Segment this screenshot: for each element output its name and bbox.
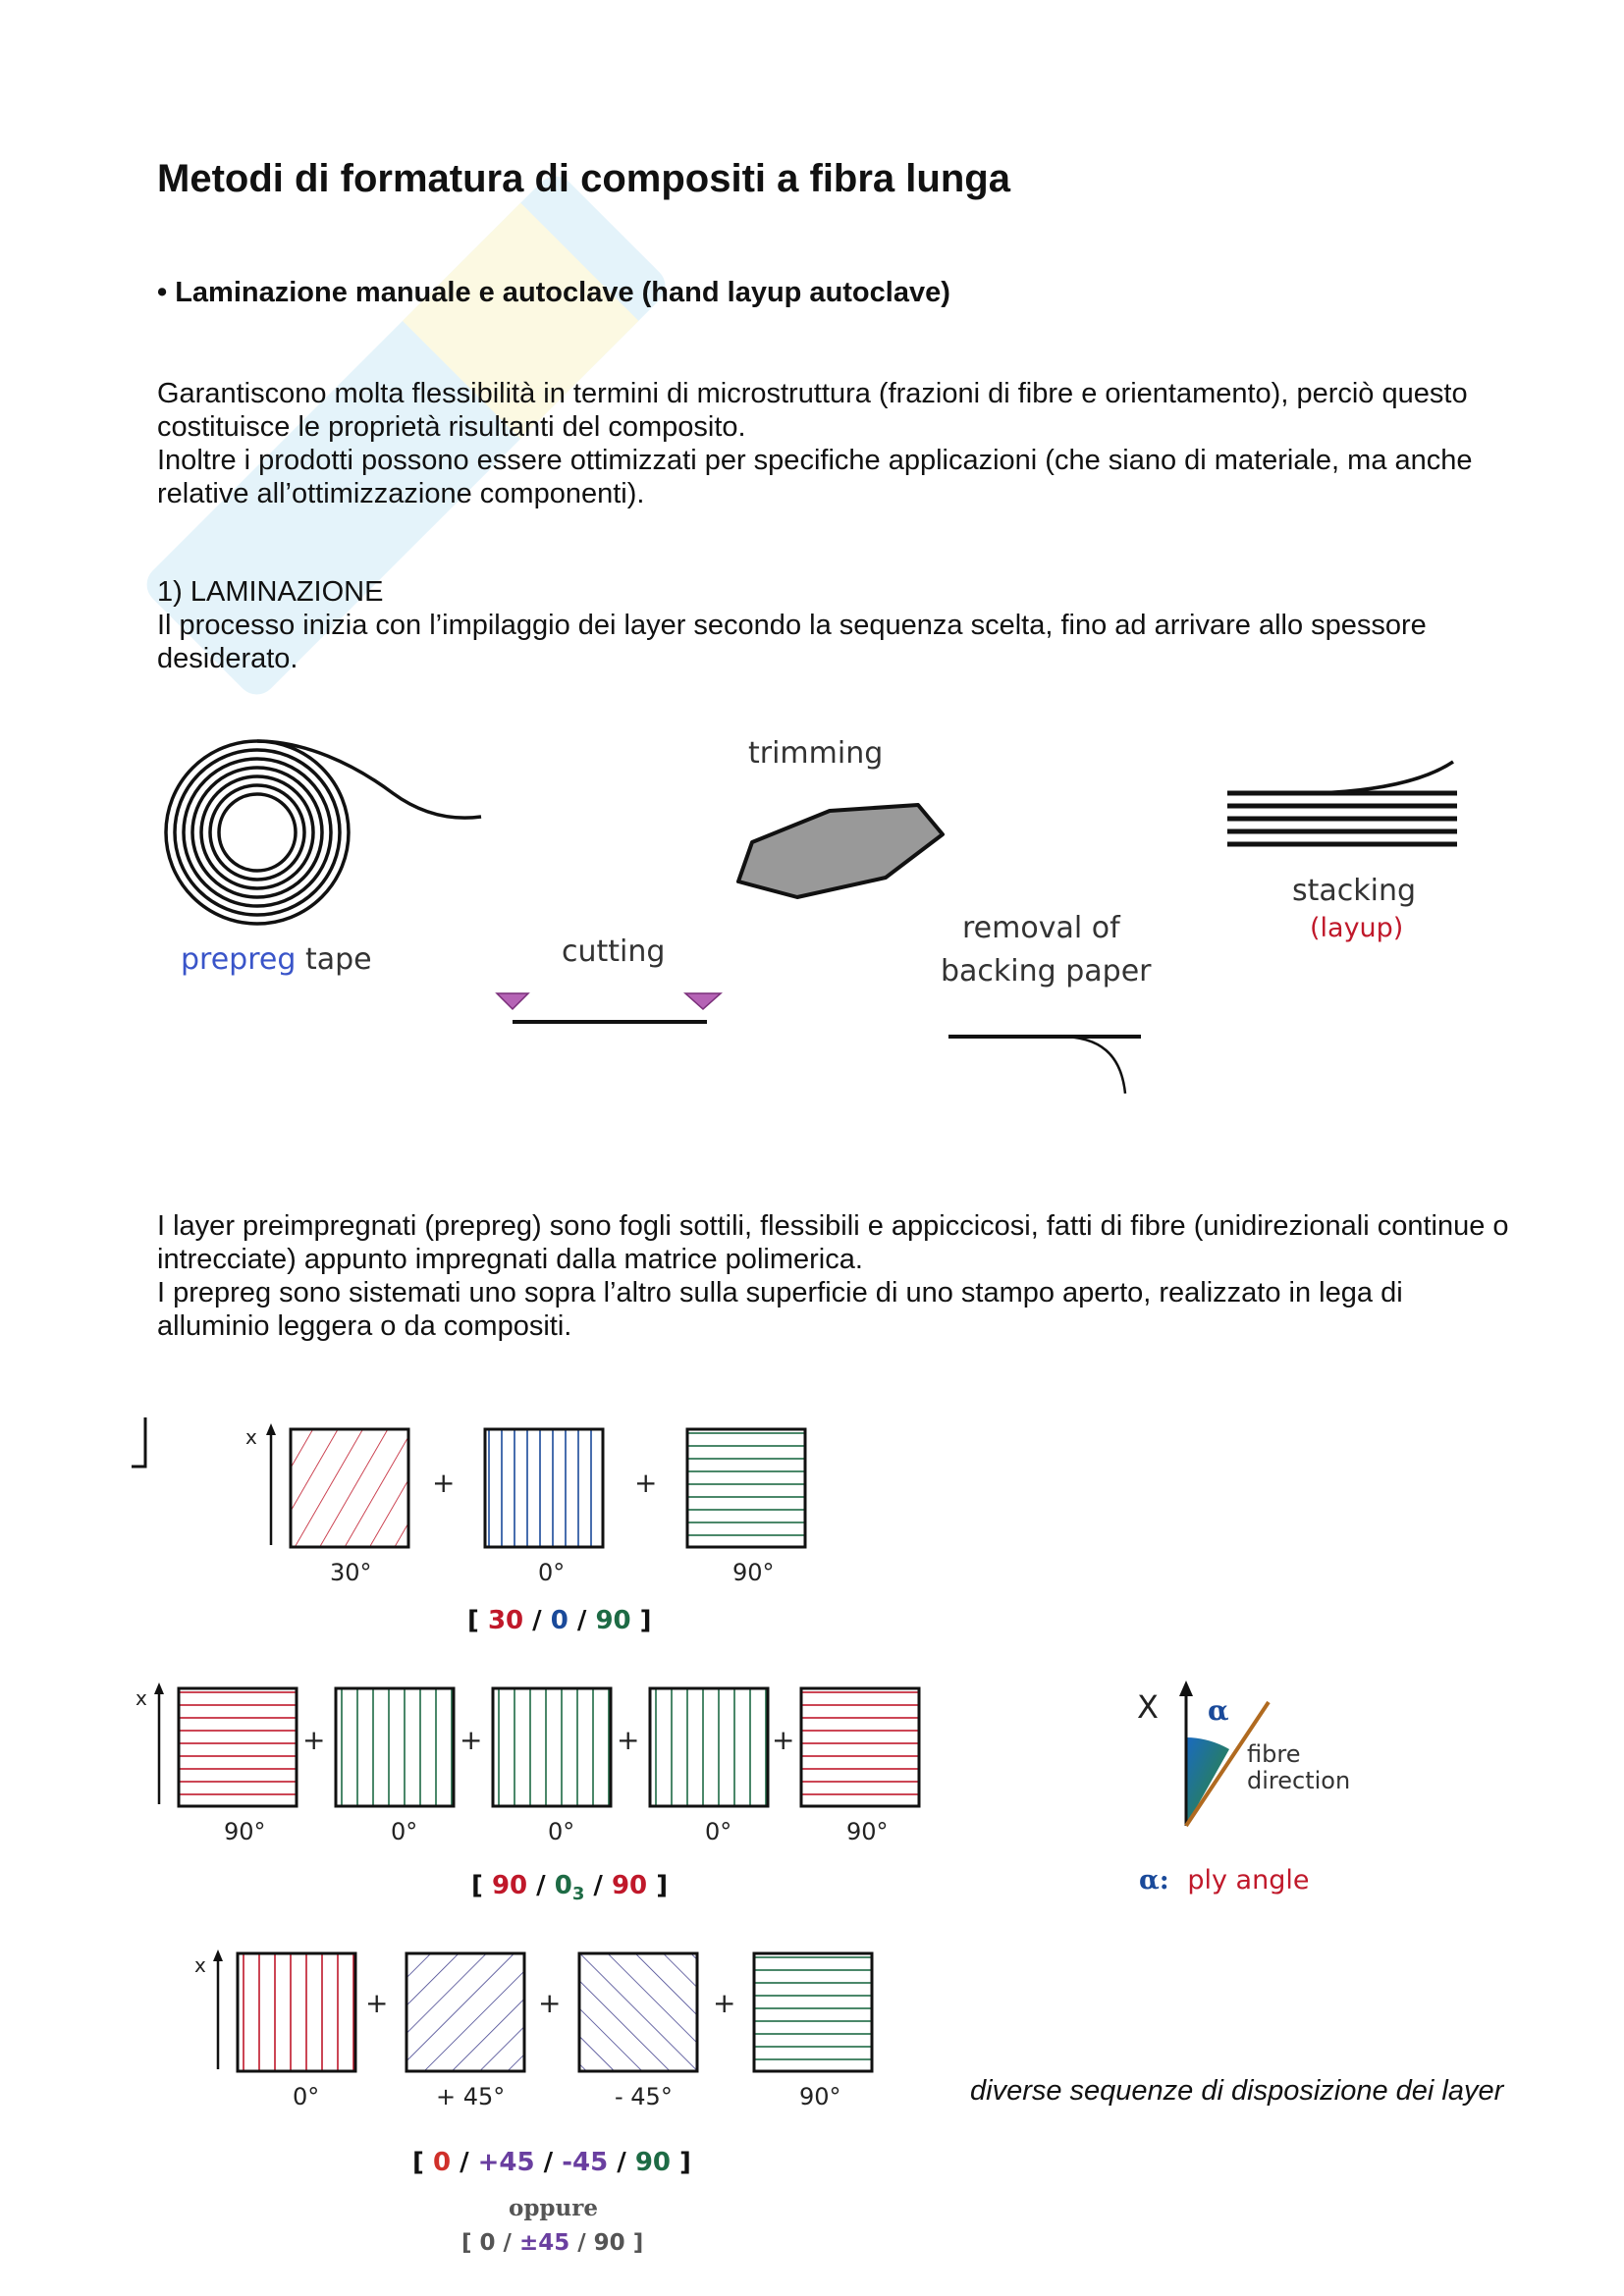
angle-label: 30° [330, 1559, 372, 1586]
prepreg-roll-icon [157, 724, 491, 950]
corner-mark [130, 1414, 153, 1472]
seq-subscript: 3 [571, 1884, 585, 1905]
seq-value: 0 [479, 2230, 496, 2256]
ply-90 [752, 1951, 874, 2073]
seq-value: 90 [634, 2148, 671, 2177]
angle-label: 0° [548, 1818, 575, 1845]
angle-label: 0° [293, 2083, 320, 2110]
plus-sign: + [538, 1987, 562, 2019]
plus-sign: + [634, 1467, 658, 1499]
plus-sign: + [617, 1724, 640, 1756]
angle-label: - 45° [615, 2083, 673, 2110]
angle-label: 90° [732, 1559, 775, 1586]
seq-value: 90 [593, 2230, 625, 2256]
ply-0 [491, 1686, 613, 1808]
ply-90 [799, 1686, 921, 1808]
prepreg-word: prepreg [181, 942, 297, 977]
tape-word: tape [304, 942, 372, 977]
seq-value: 0 [432, 2148, 452, 2177]
alpha-symbol: α [1208, 1694, 1229, 1727]
seq-value: 0 [554, 1871, 572, 1900]
sequence-row-1: [ 30 / 0 / 90 ] [467, 1606, 652, 1635]
plus-sign: + [460, 1724, 483, 1756]
prepreg-line-2: I prepreg sono sistemati uno sopra l’altro sulla superficie di uno stampo aperto, realizzato in lega di alluminio leggera o da compositi. [157, 1277, 1403, 1342]
sequence-row-3: [ 0 / +45 / -45 / 90 ] [412, 2148, 691, 2177]
angle-label: 0° [705, 1818, 732, 1845]
cutting-icon [491, 986, 736, 1035]
seq-value: -45 [562, 2148, 609, 2177]
sequence-row-2: [ $90 / 0_3 / 90$ ] [471, 1871, 669, 1905]
backing-paper-icon [943, 1021, 1149, 1099]
seq-value: 90 [491, 1871, 528, 1900]
prepreg-line-1: I layer preimpregnati (prepreg) sono fogli sottili, flessibili e appiccicosi, fatti di fibre (unidirezionali continue o intrecciate) appunto impregnati dalla matrice polimerica. [157, 1210, 1509, 1275]
trimmed-prepreg-icon [727, 791, 952, 909]
fibre-direction-label [1247, 1741, 1350, 1794]
x-axis-label: x [245, 1425, 257, 1449]
angle-label: 90° [799, 2083, 841, 2110]
stacking-label: stacking [1292, 874, 1417, 908]
angle-label: 90° [224, 1818, 266, 1845]
plus-sign: + [772, 1724, 795, 1756]
plus-sign: + [713, 1987, 736, 2019]
prepreg-paragraph [157, 1209, 1512, 1343]
ply-90 [177, 1686, 298, 1808]
section-heading: • Laminazione manuale e autoclave (hand layup autoclave) [157, 277, 950, 308]
seq-value: 90 [595, 1606, 631, 1635]
legend-text: ply angle [1187, 1865, 1310, 1896]
intro-paragraph [157, 377, 1512, 510]
x-axis-label: x [194, 1953, 206, 1977]
seq-value: ±45 [518, 2230, 570, 2256]
seq-value: 0 [550, 1606, 568, 1635]
plus-sign: + [432, 1467, 456, 1499]
step-text: Il processo inizia con l’impilaggio dei layer secondo la sequenza scelta, fino ad arrivare allo spessore desiderato. [157, 610, 1427, 674]
fibre-line-2: direction [1247, 1767, 1351, 1794]
angle-label: 0° [391, 1818, 418, 1845]
stacking-icon [1218, 752, 1473, 860]
angle-label: + 45° [436, 2083, 506, 2110]
ply-0 [236, 1951, 357, 2073]
ply-30 [289, 1427, 410, 1549]
ply-plus-45 [405, 1951, 526, 2073]
plus-sign: + [365, 1987, 389, 2019]
ply-minus-45 [577, 1951, 699, 2073]
intro-line-1: Garantiscono molta flessibilità in termini di microstruttura (frazioni di fibre e orientamento), perciò questo costituisce le proprietà risultanti del composito. [157, 378, 1468, 443]
step-heading: 1) LAMINAZIONE [157, 576, 384, 608]
lamination-paragraph [157, 575, 1512, 675]
x-axis-arrow [210, 1948, 226, 2073]
page-title: Metodi di formatura di compositi a fibra lunga [157, 157, 1010, 200]
cutting-label: cutting [562, 934, 666, 969]
seq-value: 30 [487, 1606, 524, 1635]
legend-alpha: α: [1139, 1865, 1169, 1896]
x-axis-arrow [263, 1421, 279, 1549]
removal-label-line1: removal of [962, 911, 1120, 945]
seq-value: 90 [611, 1871, 648, 1900]
angle-label: 0° [538, 1559, 566, 1586]
layup-label: (layup) [1310, 913, 1404, 943]
removal-label-line2: backing paper [941, 954, 1152, 988]
x-axis-label: x [135, 1686, 147, 1710]
fibre-line-1: fibre [1247, 1740, 1301, 1768]
trimming-label: trimming [748, 736, 884, 771]
ply-0 [334, 1686, 456, 1808]
x-axis-label: X [1137, 1688, 1159, 1726]
sequence-alternative: [ 0 / ±45 / 90 ] [461, 2230, 644, 2256]
alternative-word: oppure [509, 2195, 598, 2221]
ply-0 [648, 1686, 770, 1808]
intro-line-2: Inoltre i prodotti possono essere ottimizzati per specifiche applicazioni (che siano di materiale, ma anche relative all’ottimizzazione componenti). [157, 445, 1473, 509]
plus-sign: + [302, 1724, 326, 1756]
ply-0 [483, 1427, 605, 1549]
seq-value: +45 [477, 2148, 535, 2177]
figure-caption: diverse sequenze di disposizione dei layer [970, 2075, 1504, 2107]
prepreg-tape-label [181, 942, 372, 977]
ply-90 [685, 1427, 807, 1549]
ply-angle-legend [1139, 1865, 1309, 1896]
angle-label: 90° [846, 1818, 889, 1845]
x-axis-arrow [151, 1681, 167, 1808]
